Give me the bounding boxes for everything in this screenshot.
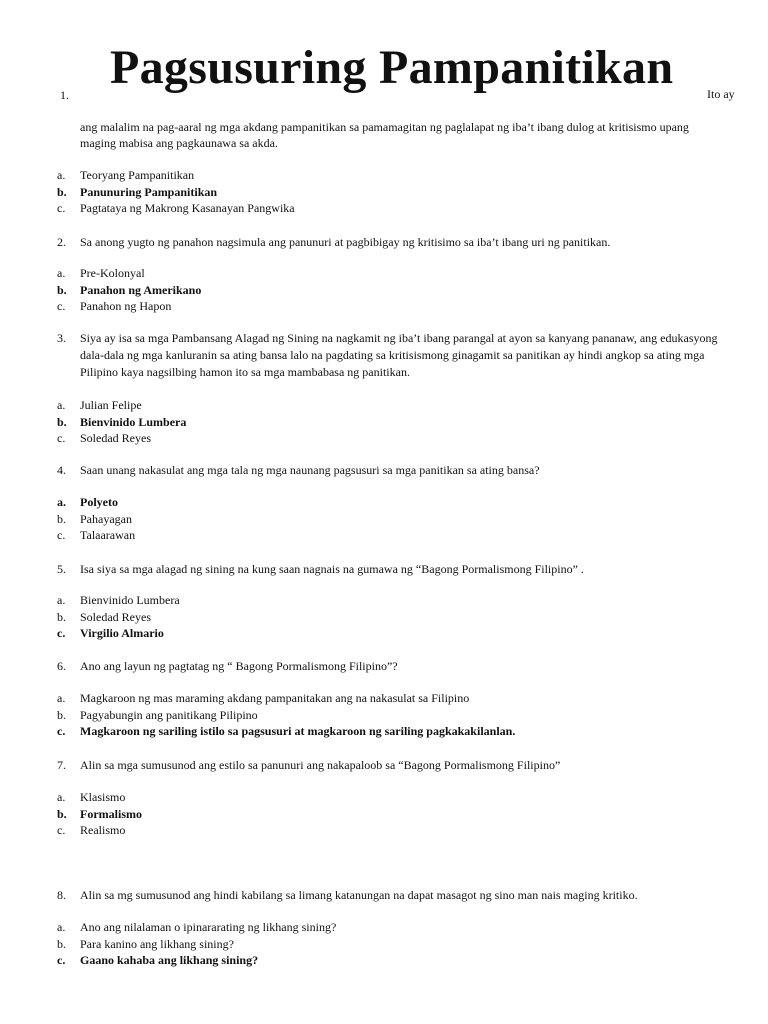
question-6-text: 6. Ano ang layun ng pagtatag ng “ Bagong Pormalismong Filipino”? [57,659,398,673]
option-1b: b. Panunuring Pampanitikan [57,184,218,199]
option-7a: a. Klasismo [57,790,126,804]
question-4-options [0,494,768,544]
question-6-options [0,690,768,740]
question-8 [0,887,768,904]
question-1-options [0,167,768,217]
option-5a: a. Bienvinido Lumbera [57,593,180,607]
option-4c: c. Talaarawan [57,528,136,542]
question-7 [0,757,768,774]
option-3c: c. Soledad Reyes [57,431,151,445]
option-1a: a. Teoryang Pampanitikan [57,168,195,182]
option-8c: c. Gaano kahaba ang likhang sining? [57,953,259,967]
question-3 [0,330,768,381]
question-2-options [0,265,768,315]
question-8-text: 8. Alin sa mg sumusunod ang hindi kabilang sa limang katanungan na dapat masagot ng sino man nais maging kritiko. [57,888,638,902]
question-4-text: 4. Saan unang nakasulat ang mga tala ng mga naunang pagsusuri sa mga panitikan sa ating bansa? [57,463,540,477]
option-3a: a. Julian Felipe [57,398,142,412]
option-4b: b. Pahayagan [57,511,132,526]
question-7-text: 7. Alin sa mga sumusunod ang estilo sa panunuri ang nakapaloob sa “Bagong Pormalismong Filipino” [57,758,561,772]
question-1-text: ang malalim na pag-aaral ng mga akdang pampanitikan sa pamamagitan ng paglalapat ng iba’t ibang dulog at kritisismo upang maging mabisa ang pagkaunawa sa akda. [80,120,689,150]
option-8b: b. Para kanino ang likhang sining? [57,936,234,951]
option-5c: c. Virgilio Almario [57,626,164,640]
option-6c: c. Magkaroon ng sariling istilo sa pagsusuri at magkaroon ng sariling pagkakakilanlan. [57,724,516,738]
question-5 [0,561,768,578]
option-6a: a. Magkaroon ng mas maraming akdang pampanitakan ang na nakasulat sa Filipino [57,691,470,705]
option-2b: b. Panahon ng Amerikano [57,282,202,297]
question-4 [0,462,768,479]
option-2a: a. Pre-Kolonyal [57,266,145,280]
option-1c: c. Pagtataya ng Makrong Kasanayan Pangwika [57,201,295,215]
question-7-options [0,789,768,839]
question-2-text: 2. Sa anong yugto ng panahon nagsimula ang panunuri at pagbibigay ng kritisimo sa iba’t ibang uri ng panitikan. [57,235,611,249]
question-6 [0,658,768,675]
option-3b: b. Bienvinido Lumbera [57,414,187,429]
question-3-text: 3. Siya ay isa sa mga Pambansang Alagad ng Sining na nagkamit ng iba’t ibang parangal at ayon sa kanyang pananaw, ang edukasyong dala-dala ng mga kanluranin sa ating bansa lalo na pagdating sa kritisismong ginagamit sa panitikan ay hindi angkop sa ating mga Pilipino kaya nagsilbing hamon ito sa mga mambabasa ng panitikan. [57,331,718,379]
option-2c: c. Panahon ng Hapon [57,299,172,313]
option-7b: b. Formalismo [57,806,142,821]
option-8a: a. Ano ang nilalaman o ipinararating ng likhang sining? [57,920,337,934]
option-4a: a. Polyeto [57,495,118,509]
question-1-lead: Ito ay [707,87,735,101]
option-5b: b. Soledad Reyes [57,609,151,624]
question-3-options [0,397,768,447]
question-5-options [0,592,768,642]
question-5-text: 5. Isa siya sa mga alagad ng sining na kung saan nagnais na gumawa ng “Bagong Pormalismong Filipino” . [57,562,584,576]
question-2 [0,234,768,251]
question-1-number: 1. [60,88,69,102]
page-title: Pagsusuring Pampanitikan [110,41,674,94]
option-7c: c. Realismo [57,823,126,837]
option-6b: b. Pagyabungin ang panitikang Pilipino [57,707,258,722]
question-8-options [0,919,768,969]
